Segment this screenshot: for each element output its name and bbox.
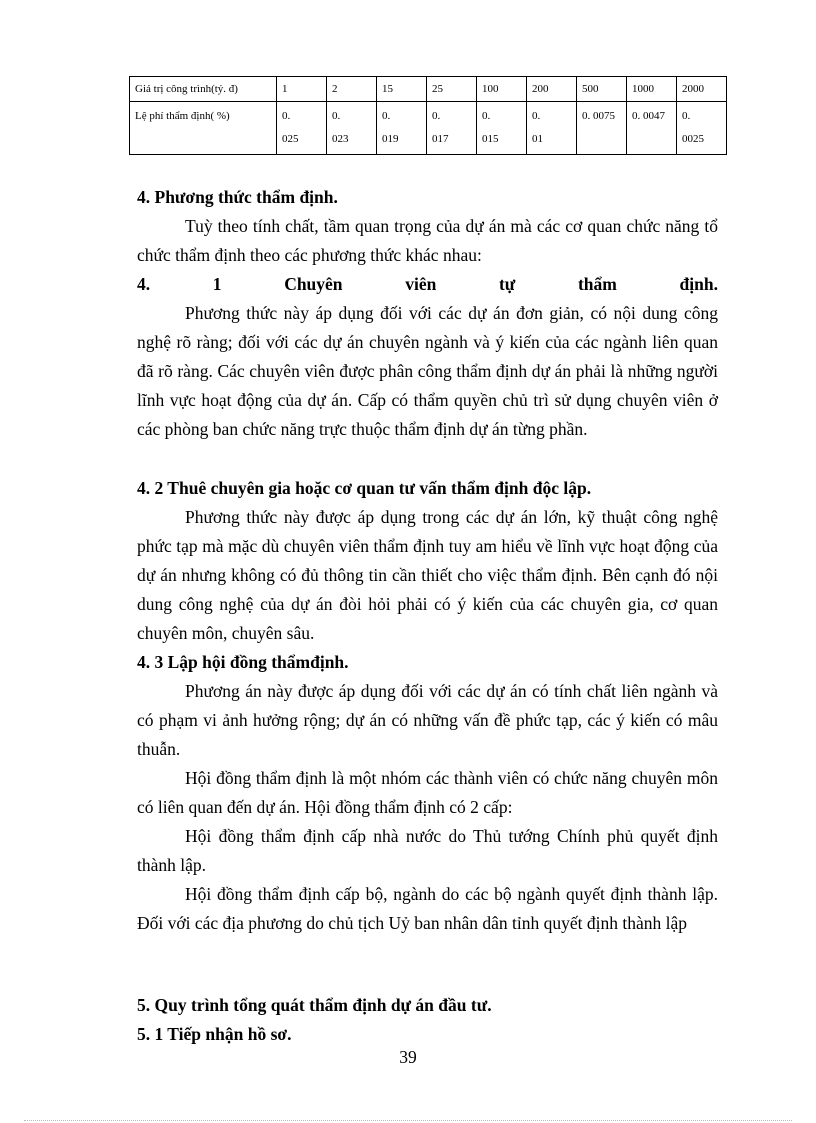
cell-line: 01 — [532, 133, 543, 145]
cell-line: 015 — [482, 133, 499, 145]
table-row — [130, 77, 727, 102]
table-cell — [477, 102, 527, 155]
section-4-heading: 4. Phương thức thẩm định. — [137, 187, 338, 207]
table-cell — [427, 102, 477, 155]
table-cell: 2000 — [677, 77, 727, 102]
cell-line: 0. — [282, 110, 291, 122]
heading-word: tự — [498, 274, 516, 294]
section-4-3-body-3: Hội đồng thẩm định cấp nhà nước do Thủ tướng Chính phủ quyết định thành lập. — [137, 826, 718, 875]
table-row — [130, 102, 727, 155]
section-4-intro: Tuỳ theo tính chất, tầm quan trọng của dự án mà các cơ quan chức năng tổ chức thẩm định theo các phương thức khác nhau: — [137, 216, 718, 265]
section-4-2-body: Phương thức này được áp dụng trong các dự án lớn, kỹ thuật công nghệ phức tạp mà mặc dù chuyên viên thẩm định tuy am hiểu về lĩnh vực hoạt động của dự án nhưng không có đủ thông tin cần thiết cho việc thẩm định. Bên cạnh đó nội dung công nghệ của dự án đòi hỏi phải có ý kiến của các chuyên gia, cơ quan chuyên môn, chuyên sâu. — [137, 507, 718, 643]
table-cell — [377, 102, 427, 155]
table-cell: 1 — [277, 77, 327, 102]
cell-line: 0. — [482, 110, 491, 122]
section-4-1-heading — [137, 270, 718, 299]
table-row-label: Lệ phí thẩm định( %) — [130, 102, 277, 155]
cell-line: 0. — [332, 110, 341, 122]
cell-line: 025 — [282, 133, 299, 145]
page-number: 39 — [399, 1047, 417, 1067]
fee-table — [129, 76, 727, 155]
heading-word: 4. — [137, 274, 151, 294]
table-cell: 2 — [327, 77, 377, 102]
section-4-1-body: Phương thức này áp dụng đối với các dự án đơn giản, có nội dung công nghệ rõ ràng; đối với các dự án chuyên ngành và ý kiến của các ngành liên quan đã rõ ràng. Các chuyên viên được phân công thẩm định dự án phải là những người lĩnh vực hoạt động của dự án. Cấp có thẩm quyền chủ trì sử dụng chuyên viên ở các phòng ban chức năng trực thuộc thẩm định dự án từng phần. — [137, 303, 718, 439]
cell-line: 023 — [332, 133, 349, 145]
section-5-1-heading: 5. 1 Tiếp nhận hồ sơ. — [137, 1024, 292, 1044]
section-4-3-body-2: Hội đồng thẩm định là một nhóm các thành viên có chức năng chuyên môn có liên quan đến dự án. Hội đồng thẩm định có 2 cấp: — [137, 768, 718, 817]
heading-word: thẩm — [577, 274, 617, 294]
table-cell — [577, 102, 627, 155]
table-cell: 25 — [427, 77, 477, 102]
section-4-3-body-4: Hội đồng thẩm định cấp bộ, ngành do các bộ ngành quyết định thành lập. Đối với các địa phương do chủ tịch Uỷ ban nhân dân tỉnh quyết định thành lập — [137, 884, 718, 933]
cell-line: 017 — [432, 133, 449, 145]
table-row-label: Giá trị công trình(tỷ. đ) — [130, 77, 277, 102]
heading-word: 1 — [212, 274, 222, 294]
table-cell — [277, 102, 327, 155]
cell-line: 0. 0047 — [632, 110, 665, 122]
cell-line: 019 — [382, 133, 399, 145]
section-5-heading: 5. Quy trình tổng quát thẩm định dự án đầu tư. — [137, 995, 492, 1015]
heading-word: định. — [679, 274, 718, 294]
cell-line: 0025 — [682, 133, 704, 145]
table-cell: 100 — [477, 77, 527, 102]
table-cell: 15 — [377, 77, 427, 102]
section-4-2-heading: 4. 2 Thuê chuyên gia hoặc cơ quan tư vấn thẩm định độc lập. — [137, 478, 592, 498]
table-cell — [527, 102, 577, 155]
table-cell — [677, 102, 727, 155]
page-border-line — [24, 1120, 792, 1121]
table-cell: 1000 — [627, 77, 677, 102]
table-cell: 200 — [527, 77, 577, 102]
cell-line: 0. — [382, 110, 391, 122]
table-cell — [327, 102, 377, 155]
heading-word: Chuyên — [284, 274, 343, 294]
cell-line: 0. — [432, 110, 441, 122]
section-4-3-body-1: Phương án này được áp dụng đối với các dự án có tính chất liên ngành và có phạm vi ảnh hưởng rộng; dự án có những vấn đề phức tạp, các ý kiến có mâu thuẫn. — [137, 681, 718, 759]
section-4-3-heading: 4. 3 Lập hội đồng thẩmđịnh. — [137, 652, 349, 672]
heading-word: viên — [405, 274, 437, 294]
table-cell: 500 — [577, 77, 627, 102]
cell-line: 0. — [532, 110, 541, 122]
table-cell — [627, 102, 677, 155]
cell-line: 0. 0075 — [582, 110, 615, 122]
cell-line: 0. — [682, 110, 691, 122]
